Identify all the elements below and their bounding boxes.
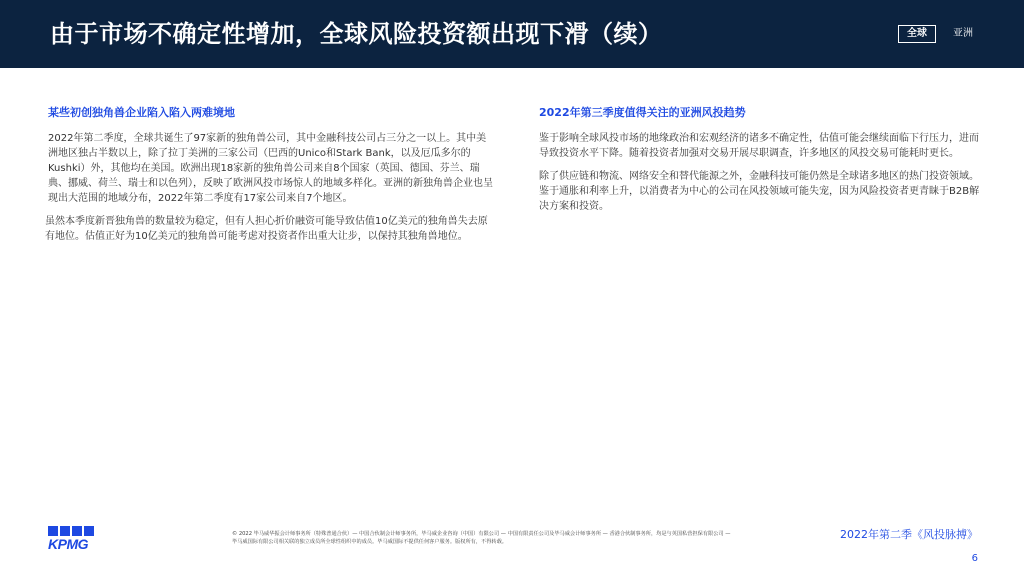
kpmg-logo-boxes [48, 526, 98, 536]
page-title: 由于市场不确定性增加，全球风险投资额出现下滑（续） [50, 20, 663, 48]
footer-disclaimer: © 2022 毕马威华振会计师事务所（特殊普通合伙）— 中国合伙制会计师事务所，毕马威企业咨询（中国）有限公司 — 中国有限责任公司及毕马威会计师事务所 — 香港合伙制事务所，均是与英国私营担保有限公司 — 毕马威国际有限公司相关联的独立成员所全球性组织中的成员。毕马威国际不提供任何客户服务。版权所有，不得转载。 [232, 531, 731, 545]
right-heading: 2022年第三季度值得关注的亚洲风投趋势 [539, 106, 746, 119]
right-column [539, 106, 984, 222]
right-paragraph-2: 除了供应链和物流、网络安全和替代能源之外，金融科技可能仍然是全球诸多地区的热门投资领域。鉴于通胀和利率上升，以消费者为中心的公司在风投领域可能失宠，因为风险投资者更青睐于B2B解决方案和投资。 [539, 171, 980, 212]
tab-asia[interactable]: 亚洲 [953, 28, 973, 39]
page-number: 6 [971, 553, 978, 564]
left-paragraph-1: 2022年第二季度，全球共诞生了97家新的独角兽公司，其中金融科技公司占三分之一以上。其中美洲地区独占半数以上，除了拉丁美洲的三家公司（巴西的Unico和Stark Bank，以及厄瓜多尔的Kushki）外，其他均在美国。欧洲出现18家新的独角兽公司来自8个国家（英国、德国、芬兰、瑞典、挪威、荷兰、瑞士和以色列），反映了欧洲风投市场惊人的地域多样化。亚洲的新独角兽企业也呈现出大范围的地域分布，2022年第二季度有17家公司来自7个地区。 [48, 133, 493, 204]
left-column [45, 106, 493, 252]
report-title: 2022年第二季《风投脉搏》 [840, 528, 978, 541]
kpmg-logo [48, 526, 98, 552]
tab-global[interactable]: 全球 [898, 25, 936, 43]
left-heading: 某些初创独角兽企业陷入陷入两难境地 [48, 106, 235, 119]
left-paragraph-2: 虽然本季度新晋独角兽的数量较为稳定，但有人担心折价融资可能导致估值10亿美元的独角兽失去原有地位。估值正好为10亿美元的独角兽可能考虑对投资者作出重大让步，以保持其独角兽地位。 [45, 216, 488, 242]
right-paragraph-1: 鉴于影响全球风投市场的地缘政治和宏观经济的诸多不确定性，估值可能会继续面临下行压力，进而导致投资水平下降。随着投资者加强对交易开展尽职调查，许多地区的风投交易可能耗时更长。 [539, 133, 979, 159]
kpmg-logo-text: KPMG [48, 536, 88, 552]
header-bar [0, 0, 1024, 68]
